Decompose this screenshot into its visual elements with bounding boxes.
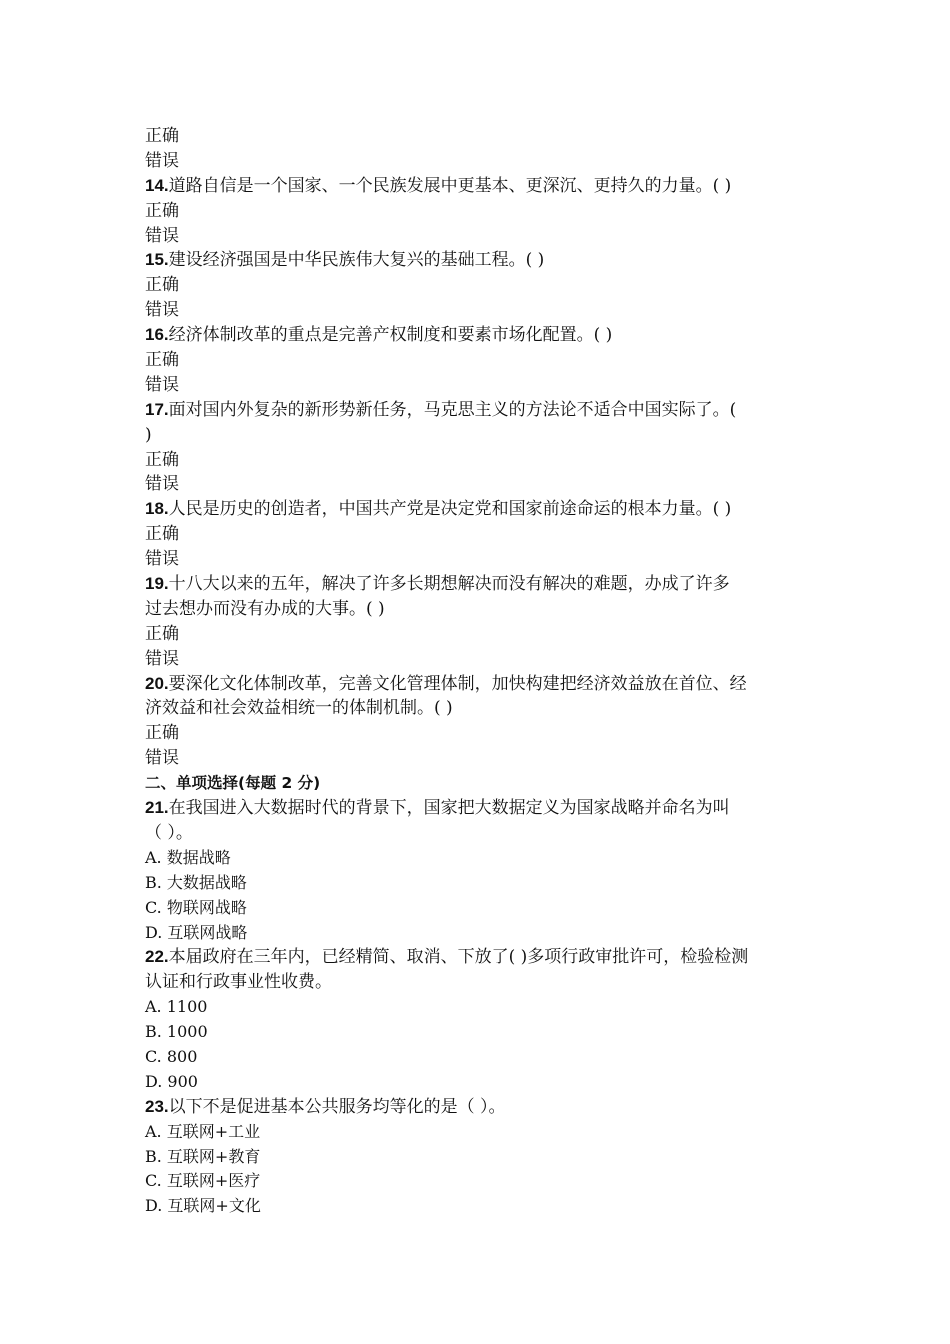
question-line: [145, 398, 811, 423]
question-line: [145, 323, 811, 348]
question-text: 要深化文化体制改革，完善文化管理体制，加快构建把经济效益放在首位、经: [168, 673, 747, 694]
question-text: 以下不是促进基本公共服务均等化的是（ ）。: [168, 1096, 506, 1117]
question-text: 在我国进入大数据时代的背景下，国家把大数据定义为国家战略并命名为叫: [168, 798, 730, 819]
question-number: 14.: [145, 175, 169, 195]
question-text: 过去想办而没有办成的大事。( ): [145, 598, 385, 619]
question-text: ): [145, 424, 152, 445]
choice-option: C. 互联网+医疗: [145, 1171, 261, 1191]
question-number: 21.: [145, 798, 169, 818]
choice-option: D. 互联网战略: [145, 922, 248, 942]
question-line: [145, 597, 811, 622]
question-number: 19.: [145, 574, 169, 594]
choice-option: C. 800: [145, 1046, 198, 1066]
answer-option: 错误: [145, 648, 179, 669]
question-text: 道路自信是一个国家、一个民族发展中更基本、更深沉、更持久的力量。( ): [168, 175, 732, 196]
answer-option: 正确: [145, 275, 179, 296]
question-text: 十八大以来的五年，解决了许多长期想解决而没有解决的难题，办成了许多: [168, 574, 730, 595]
question-number: 16.: [145, 325, 169, 345]
choice-option: A. 1100: [145, 997, 208, 1017]
question-number: 15.: [145, 250, 169, 270]
answer-option: 正确: [145, 723, 179, 744]
question-number: 17.: [145, 399, 169, 419]
question-text: 建设经济强国是中华民族伟大复兴的基础工程。( ): [168, 250, 545, 271]
choice-option: C. 物联网战略: [145, 897, 247, 917]
choice-option: A. 互联网+工业: [145, 1121, 261, 1141]
answer-option: 正确: [145, 126, 179, 146]
choice-option: A. 数据战略: [145, 847, 231, 867]
question-text: 面对国内外复杂的新形势新任务，马克思主义的方法论不适合中国实际了。(: [168, 399, 737, 420]
answer-option: 错误: [145, 374, 179, 395]
choice-option: B. 1000: [145, 1022, 208, 1042]
question-line: [145, 945, 811, 970]
answer-option: 正确: [145, 200, 179, 221]
choice-option: D. 互联网+文化: [145, 1196, 261, 1216]
exam-content: [145, 124, 811, 1219]
question-text: 人民是历史的创造者，中国共产党是决定党和国家前途命运的根本力量。( ): [168, 499, 732, 520]
choice-option: B. 大数据战略: [145, 872, 247, 892]
answer-option: 错误: [145, 225, 179, 246]
answer-option: 正确: [145, 623, 179, 644]
answer-option: 错误: [145, 748, 179, 769]
question-number: 22.: [145, 947, 169, 967]
question-line: [145, 796, 811, 821]
answer-option: 正确: [145, 350, 179, 371]
question-text: 济效益和社会效益相统一的体制机制。( ): [145, 698, 453, 719]
question-line: [145, 248, 811, 273]
question-text: 本届政府在三年内，已经精简、取消、下放了( )多项行政审批许可，检验检测: [168, 947, 749, 968]
question-line: [145, 174, 811, 199]
choice-option: B. 互联网+教育: [145, 1146, 261, 1166]
question-line: [145, 572, 811, 597]
question-line: [145, 696, 811, 721]
answer-option: 正确: [145, 524, 179, 545]
question-number: 23.: [145, 1096, 169, 1116]
question-line: [145, 821, 811, 846]
answer-option: 错误: [145, 549, 179, 570]
question-text: 经济体制改革的重点是完善产权制度和要素市场化配置。( ): [168, 325, 613, 346]
choice-option: D. 900: [145, 1071, 198, 1091]
answer-option: 错误: [145, 150, 179, 171]
question-number: 18.: [145, 499, 169, 519]
question-text: 认证和行政事业性收费。: [145, 972, 332, 993]
answer-option: 错误: [145, 300, 179, 321]
section-title: 二、单项选择(每题 2 分): [145, 774, 321, 793]
question-line: [145, 672, 811, 697]
answer-option: 正确: [145, 449, 179, 470]
answer-option: 错误: [145, 474, 179, 495]
question-line: [145, 423, 811, 448]
question-line: [145, 970, 811, 995]
question-text: （ ）。: [145, 822, 193, 843]
question-line: [145, 497, 811, 522]
question-line: [145, 1095, 811, 1120]
question-number: 20.: [145, 673, 169, 693]
